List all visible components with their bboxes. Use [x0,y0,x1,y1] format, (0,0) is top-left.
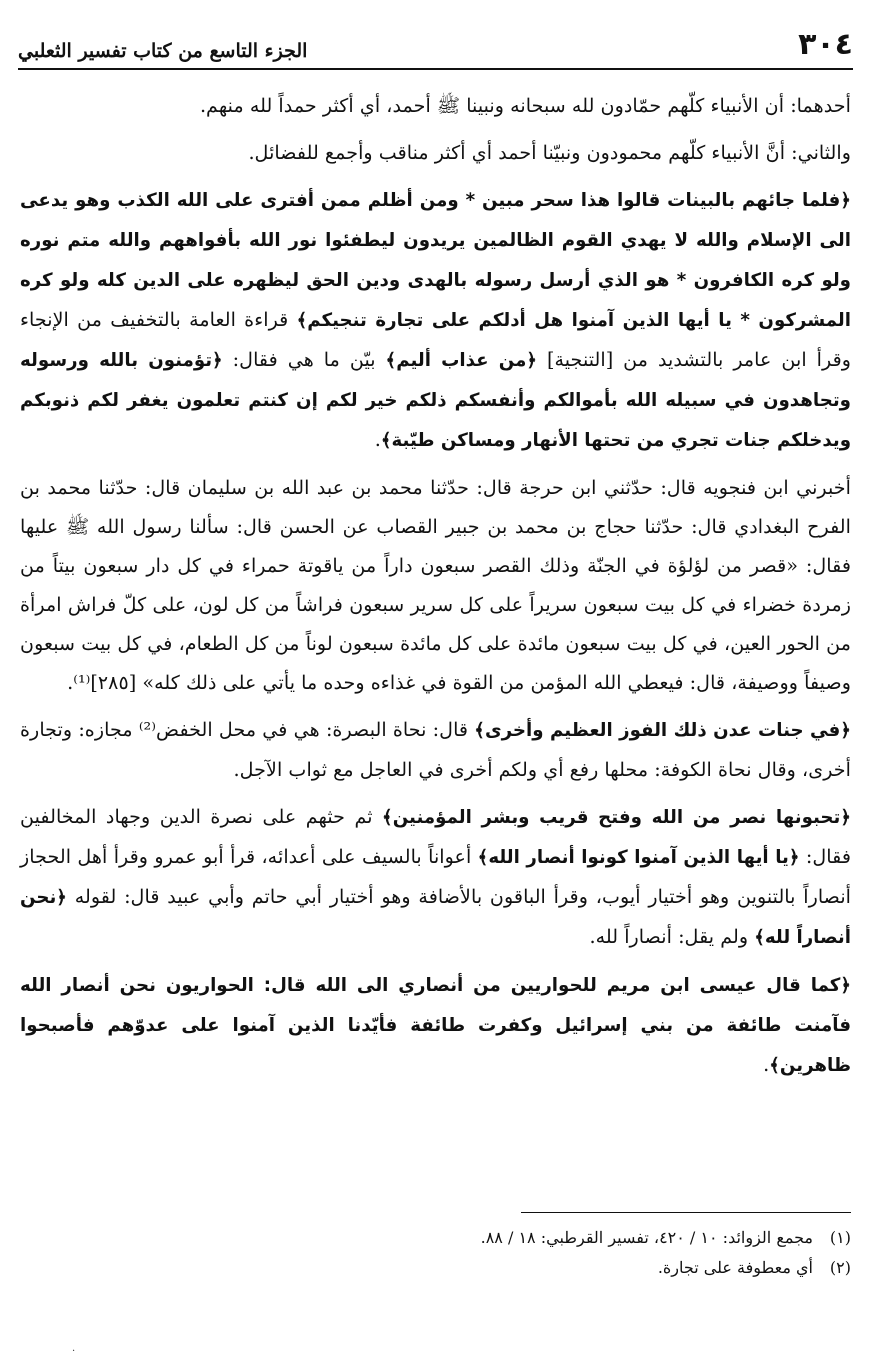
quran-verse: ﴿من عذاب أليم﴾ [385,350,538,371]
quran-verse: ﴿تؤمنون بالله ورسوله وتجاهدون في سبيله الله بأموالكم وأنفسكم ذلكم خير لكم إن كنتم تعلمون يغفر لكم ذنوبكم ويدخلكم جنات تجري من تحتها الأنهار ومساكن طيّبة﴾ [20,350,851,451]
page-number: ٣٠٤ [798,27,853,62]
commentary-text: قال: نحاة البصرة: هي في محل الخفض⁽²⁾ مجازه: وتجارة أخرى، وقال نحاة الكوفة: محلها رفع أي ولكم أخرى في العاجل مع ثواب الآجل. [20,718,851,781]
body-paragraph [20,797,851,957]
page-header [18,22,853,70]
body-paragraph [20,710,851,789]
footnote-separator [521,1212,851,1213]
quran-verse: ﴿يا أيها الذين آمنوا كونوا أنصار الله﴾ [477,847,800,868]
quran-verse: ﴿كما قال عيسى ابن مريم للحواريين من أنصاري الى الله قال: الحواريون نحن أنصار الله فآمنت طائفة من بني إسرائيل وكفرت طائفة فأيّدنا الذين آمنوا على عدوّهم فأصبحوا ظاهرين﴾ [20,975,851,1076]
running-title: الجزء التاسع من كتاب تفسير الثعلبي [18,40,308,62]
quran-verse: ﴿تحبونها نصر من الله وفتح قريب وبشر المؤمنين﴾ [382,807,851,828]
page-edge-mark: . [72,1343,76,1354]
body-paragraph [20,965,851,1085]
page-body [20,86,851,1093]
body-paragraph [20,180,851,460]
footnote-number: (١) [829,1228,851,1247]
quran-verse: ﴿في جنات عدن ذلك الفوز العظيم وأخرى﴾ [474,720,851,741]
body-paragraph [20,468,851,702]
quran-verse: ﴿نحن أنصاراً لله﴾ [20,887,851,948]
commentary-text: أعواناً بالسيف على أعدائه، قرأ أبو عمرو وقرأ أهل الحجاز أنصاراً بالتنوين وهو أختيار أيوب، وقرأ الباقون بالأضافة وهو أختيار أبي حاتم وأبي عبيد قال: لقوله [20,845,851,908]
commentary-text: قراءة العامة بالتخفيف من الإنجاء وقرأ ابن عامر بالتشديد من [التنجية] [20,308,852,371]
footnote-item [20,1253,851,1283]
footnotes-section [20,1212,851,1283]
body-paragraph [20,86,851,125]
footnote-item [20,1223,851,1253]
footnote-number: (٢) [829,1258,851,1277]
commentary-text: . [763,1053,770,1076]
quran-verse: ﴿فلما جائهم بالبينات قالوا هذا سحر مبين * ومن أظلم ممن أفترى على الله الكذب وهو يدعى الى الإسلام والله لا يهدي القوم الظالمين يريدون ليطفئوا نور الله بأفواههم والله متم نوره ولو كره الكافرون * هو الذي أرسل رسوله بالهدى ودين الحق ليظهره على الدين كله ولو كره المشركون * يا أيها الذين آمنوا هل أدلكم على تجارة تنجيكم﴾ [20,190,851,331]
commentary-text: ثم حثهم على نصرة الدين وجهاد المخالفين فقال: [20,805,851,868]
commentary-text: بيّن ما هي فقال: [222,348,386,371]
commentary-text: والثاني: أنَّ الأنبياء كلّهم محمودون ونبيّنا أحمد أي أكثر مناقب وأجمع للفضائل. [248,141,851,164]
body-paragraph [20,133,851,172]
commentary-text: . [374,428,381,451]
footnote-text: أي معطوفة على تجارة. [657,1258,813,1277]
footnote-text: مجمع الزوائد: ١٠ / ٤٢٠، تفسير القرطبي: ١٨ / ٨٨. [480,1228,813,1247]
commentary-text: أخبرني ابن فنجويه قال: حدّثني ابن حرجة قال: حدّثنا محمد بن عبد الله بن سليمان قال: حدّثنا محمد بن الفرح البغدادي قال: حدّثنا حجاج بن محمد بن جبير القصاب عن الحسن قال: سألنا رسول الله ﷺ عليها فقال: «قصر من لؤلؤة في الجنّة وذلك القصر سبعون داراً من ياقوتة حمراء في كل دار سبعون بيتاً من زمردة خضراء في كل بيت سبعون سريراً على كل سرير سبعون فراشاً من كل لون، على كلّ فراش امرأة من الحور العين، في كل بيت سبعون مائدة على كل مائدة سبعون لوناً من كل الطعام، في كل بيت سبعون وصيفاً ووصيفة، قال: فيعطي الله المؤمن من القوة في غذاءه وحده ما يأتي على ذلك كله» [٢٨٥]⁽¹⁾. [20,476,851,694]
commentary-text: ولم يقل: أنصاراً لله. [589,925,755,948]
commentary-text: أحدهما: أن الأنبياء كلّهم حمّادون لله سبحانه ونبينا ﷺ أحمد، أي أكثر حمداً لله منهم. [199,94,851,117]
